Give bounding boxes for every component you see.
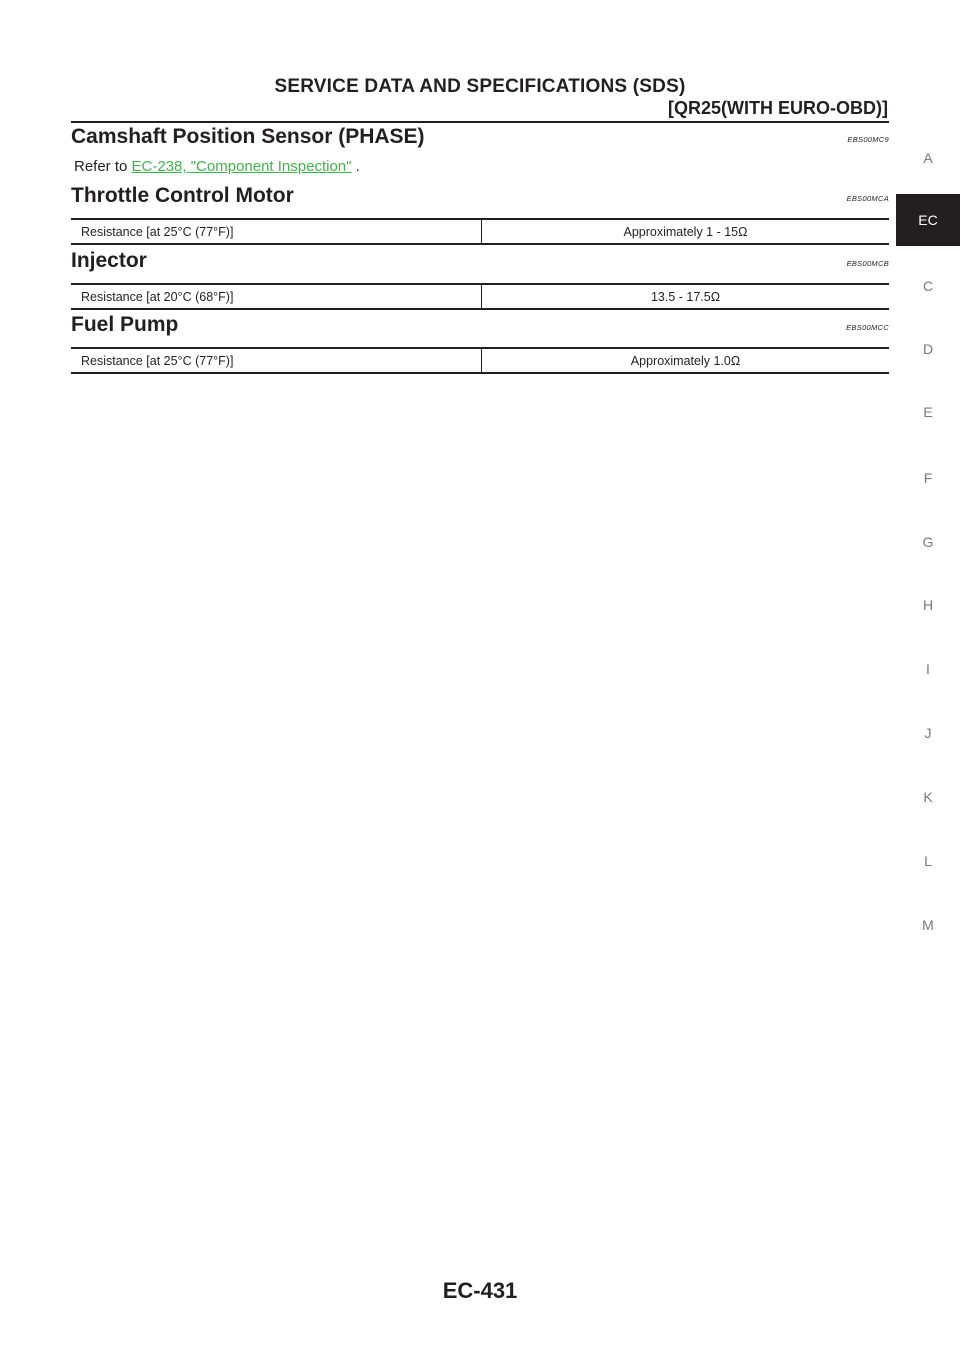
- spec-value: Approximately 1.0Ω: [630, 353, 741, 368]
- spec-table: [71, 218, 889, 245]
- table-row: [71, 348, 889, 373]
- tab-e[interactable]: E: [923, 404, 933, 420]
- tab-m[interactable]: M: [922, 917, 934, 933]
- tab-c[interactable]: C: [922, 278, 934, 294]
- table-row: [71, 219, 889, 244]
- spec-label: Resistance [at 25°C (77°F)]: [71, 219, 482, 244]
- tab-d[interactable]: D: [922, 341, 934, 357]
- section-title: Injector: [71, 249, 147, 272]
- reference-prefix: Refer to: [74, 158, 128, 175]
- tab-k[interactable]: K: [923, 789, 933, 805]
- tab-ec[interactable]: EC: [896, 194, 960, 246]
- section-title: Camshaft Position Sensor (PHASE): [71, 125, 425, 148]
- section-code: EBS00MCC: [846, 323, 889, 332]
- header-rule: [71, 121, 889, 123]
- tab-g[interactable]: G: [922, 534, 934, 550]
- page-header-title: SERVICE DATA AND SPECIFICATIONS (SDS): [274, 76, 686, 97]
- spec-table: [71, 283, 889, 310]
- reference-suffix: .: [355, 158, 360, 175]
- section-injector: [71, 248, 889, 310]
- section-code: EBS00MC9: [847, 135, 889, 144]
- spec-table: [71, 347, 889, 374]
- section-throttle-control-motor: [71, 183, 889, 245]
- tab-j[interactable]: J: [924, 725, 932, 741]
- spec-label: Resistance [at 25°C (77°F)]: [71, 348, 482, 373]
- tab-i[interactable]: I: [926, 661, 930, 677]
- section-code: EBS00MCA: [846, 194, 889, 203]
- spec-value: 13.5 - 17.5Ω: [650, 289, 721, 304]
- section-camshaft-position-sensor: [71, 124, 889, 175]
- section-title: Throttle Control Motor: [71, 184, 294, 207]
- tab-f[interactable]: F: [923, 470, 933, 486]
- page-header-subtitle: [QR25(WITH EURO-OBD)]: [668, 98, 888, 118]
- tab-l[interactable]: L: [924, 853, 932, 869]
- spec-value: Approximately 1 - 15Ω: [623, 224, 748, 239]
- tab-a[interactable]: A: [923, 150, 933, 166]
- reference-line: [74, 158, 889, 175]
- table-row: [71, 284, 889, 309]
- component-inspection-link[interactable]: EC-238, "Component Inspection": [131, 158, 352, 175]
- tab-h[interactable]: H: [922, 597, 934, 613]
- section-fuel-pump: [71, 312, 889, 374]
- spec-label: Resistance [at 20°C (68°F)]: [71, 284, 482, 309]
- section-title: Fuel Pump: [71, 313, 179, 336]
- section-code: EBS00MCB: [846, 259, 889, 268]
- page-number: EC-431: [442, 1278, 518, 1303]
